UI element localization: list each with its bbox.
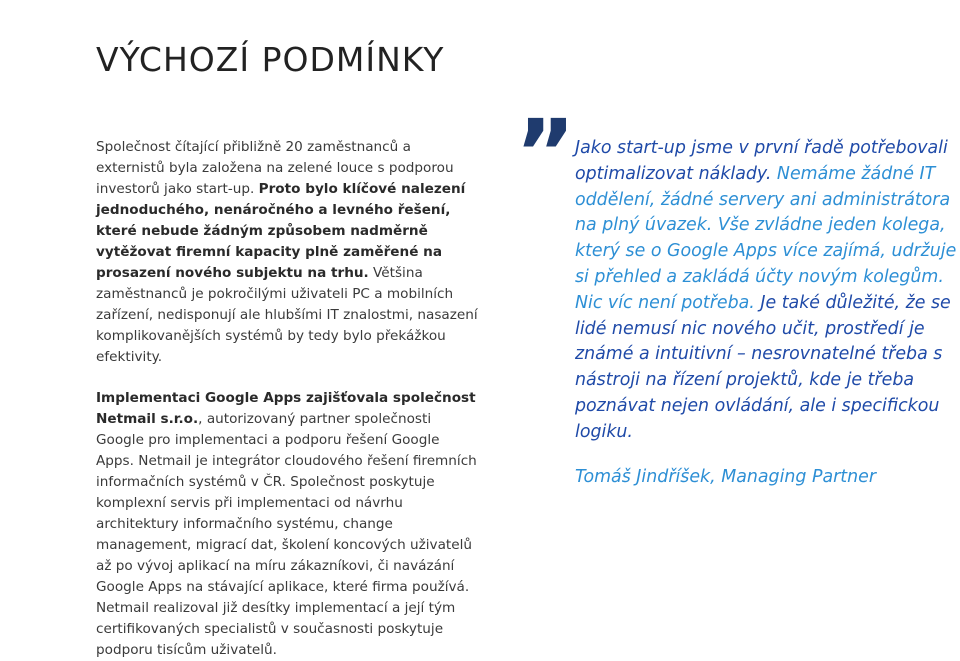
implementation-bold-text: Implementaci Google Apps zajišťovala společnost Netmail s.r.o. <box>96 390 476 427</box>
intro-rest-text: Většina zaměstnanců je pokročilými uživateli PC a mobilních zařízení, nedisponují ale hlubšími IT znalostmi, nasazení komplikovanějších systémů by tedy bylo překážkou efektivity. <box>96 265 478 365</box>
testimonial-quote <box>575 136 960 446</box>
quote-author: Tomáš Jindříšek, Managing Partner <box>575 467 876 487</box>
intro-bold-text: Proto bylo klíčové nalezení jednoduchého, nenáročného a levného řešení, které nebude žádným způsobem nadměrně vytěžovat firemní kapacity plně zaměřené na prosazení nového subjektu na trhu. <box>96 181 466 281</box>
implementation-text: , autorizovaný partner společnosti Google pro implementaci a podporu řešení Google Apps. Netmail je integrátor cloudového řešení firemních informačních systémů v ČR. Společnost poskytuje komplexní servis při implementaci od návrhu architektury informačního systému, change management, migrací dat, školení koncových uživatelů až po vývoj aplikací na míru zákazníkovi, či navázání Google Apps na stávající aplikace, které firma používá. Netmail realizoval již desítky implementací a její tým certifikovaných specialistů v současnosti poskytuje podporu tisícům uživatelů. <box>96 411 477 658</box>
paragraph-intro <box>96 137 481 368</box>
quote-part-4: Je také důležité, že se lidé nemusí nic nového učit, prostředí je známé a intuitivní – nesrovnatelné třeba s nástroji na řízení projektů, kde je třeba poznávat nejen ovládání, ale i specifickou logiku. <box>575 292 951 442</box>
quote-mark-icon: ” <box>515 100 576 207</box>
quote-part-3: Vše zvládne jeden kolega, který se o Google Apps více zajímá, udržuje si přehled a zakládá účty novým kolegům. Nic víc není potřeba. <box>575 215 957 313</box>
quote-part-1: Jako start-up jsme v první řadě potřebovali optimalizovat náklady. <box>575 138 948 184</box>
intro-text: Společnost čítající přibližně 20 zaměstnanců a externistů byla založena na zelené louce s podporou investorů jako start-up. <box>96 139 454 197</box>
paragraph-implementation <box>96 388 481 661</box>
body-text <box>96 137 481 661</box>
page-title: VÝCHOZÍ PODMÍNKY <box>96 40 445 79</box>
quote-part-2: Nemáme žádné IT oddělení, žádné servery ani administrátora na plný úvazek. <box>575 163 951 236</box>
